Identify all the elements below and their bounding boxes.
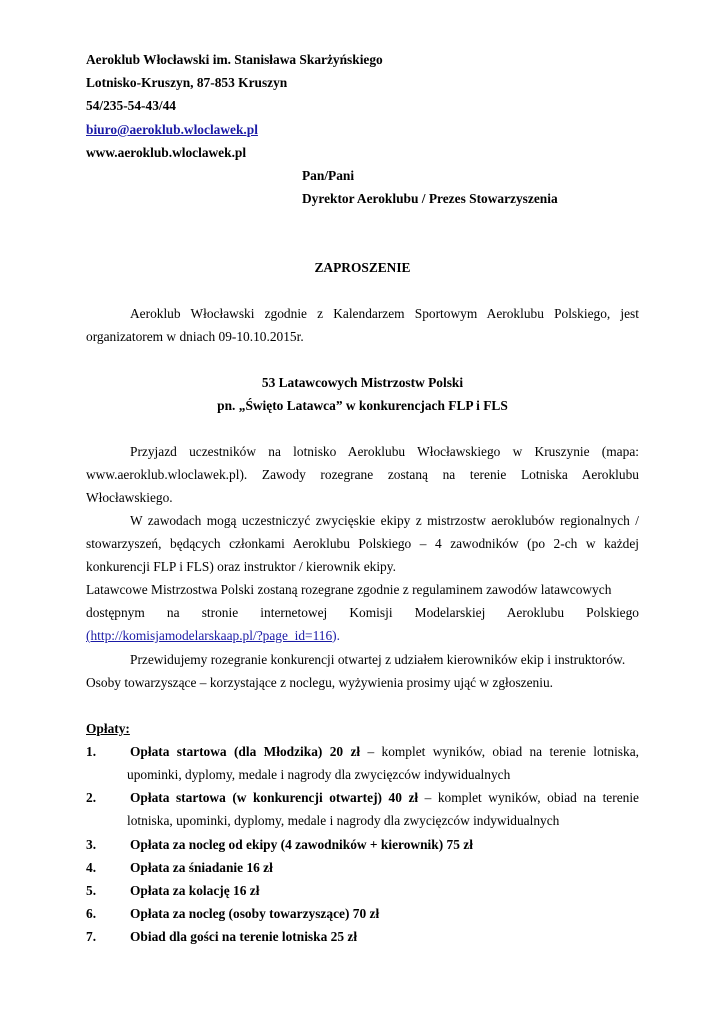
fee-number: 1. — [86, 744, 97, 759]
org-address: Lotnisko-Kruszyn, 87-853 Kruszyn — [86, 75, 288, 90]
intro-line-2: organizatorem w dniach 09-10.10.2015r. — [86, 329, 304, 344]
rules-link-line — [86, 628, 340, 644]
recipient-title: Dyrektor Aeroklubu / Prezes Stowarzyszenia — [302, 191, 558, 206]
fee-number: 2. — [86, 790, 97, 805]
fee-description-continued: upominki, dyplomy, medale i nagrody dla zwycięzców indywidualnych — [127, 767, 511, 782]
fee-item-7: Obiad dla gości na terenie lotniska 25 zł — [130, 929, 358, 944]
org-website: www.aeroklub.wloclawek.pl — [86, 145, 247, 160]
org-phone: 54/235-54-43/44 — [86, 98, 177, 113]
fee-description: – komplet wyników, obiad na terenie — [418, 790, 639, 805]
fee-item-5: Opłata za kolację 16 zł — [130, 883, 260, 898]
fee-number: 3. — [86, 837, 97, 852]
teams-line-3: konkurencji FLP i FLS) oraz instruktor / kierownik ekipy. — [86, 559, 396, 574]
fee-item-1 — [130, 744, 639, 760]
open-line-1: Przewidujemy rozegranie konkurencji otwartej z udziałem kierowników ekip i instruktorów. — [130, 652, 626, 667]
arrival-line-3: Włocławskiego. — [86, 490, 173, 505]
fee-item-2 — [130, 790, 639, 806]
fee-label: Opłata startowa (dla Młodzika) 20 zł — [130, 744, 361, 759]
arrival-line-1: Przyjazd uczestników na lotnisko Aeroklubu Włocławskiego w Kruszynie (mapa: — [130, 444, 639, 459]
org-email-link[interactable]: biuro@aeroklub.wloclawek.pl — [86, 122, 258, 137]
fees-heading: Opłaty: — [86, 721, 130, 736]
fee-item-3: Opłata za nocleg od ekipy (4 zawodników + kierownik) 75 zł — [130, 837, 473, 852]
fee-item-4: Opłata za śniadanie 16 zł — [130, 860, 273, 875]
fee-number: 4. — [86, 860, 97, 875]
open-line-2: Osoby towarzyszące – korzystające z noclegu, wyżywienia prosimy ująć w zgłoszeniu. — [86, 675, 554, 690]
rules-line-2: dostępnym na stronie internetowej Komisji Modelarskiej Aeroklubu Polskiego — [86, 605, 639, 620]
fee-number: 5. — [86, 883, 97, 898]
teams-line-2: stowarzyszeń, będących członkami Aeroklubu Polskiego – 4 zawodników (po 2-ch w każdej — [86, 536, 639, 551]
fee-description-continued: lotniska, upominki, dyplomy, medale i nagrody dla zwycięzców indywidualnych — [127, 813, 560, 828]
intro-line-1: Aeroklub Włocławski zgodnie z Kalendarzem Sportowym Aeroklubu Polskiego, jest — [130, 306, 639, 321]
arrival-line-2: www.aeroklub.wloclawek.pl). Zawody rozegrane zostaną na terenie Lotniska Aeroklubu — [86, 467, 639, 482]
fee-item-6: Opłata za nocleg (osoby towarzyszące) 70 zł — [130, 906, 380, 921]
fee-number: 6. — [86, 906, 97, 921]
teams-line-1: W zawodach mogą uczestniczyć zwycięskie ekipy z mistrzostw aeroklubów regionalnych / — [130, 513, 639, 528]
fee-label: Opłata startowa (w konkurencji otwartej) 40 zł — [130, 790, 419, 805]
fee-description: – komplet wyników, obiad na terenie lotniska, — [360, 744, 639, 759]
event-subtitle: pn. „Święto Latawca” w konkurencjach FLP i FLS — [217, 398, 508, 413]
org-name: Aeroklub Włocławski im. Stanisława Skarżyńskiego — [86, 52, 383, 67]
fee-number: 7. — [86, 929, 97, 944]
regulations-link[interactable]: (http://komisjamodelarskaap.pl/?page_id=116 — [86, 628, 333, 643]
rules-line-1: Latawcowe Mistrzostwa Polski zostaną rozegrane zgodnie z regulaminem zawodów latawcowych — [86, 582, 612, 597]
recipient-salutation: Pan/Pani — [302, 168, 355, 183]
event-name: 53 Latawcowych Mistrzostw Polski — [261, 375, 464, 390]
regulations-link-tail: ). — [332, 628, 340, 643]
document-title: ZAPROSZENIE — [314, 260, 411, 275]
